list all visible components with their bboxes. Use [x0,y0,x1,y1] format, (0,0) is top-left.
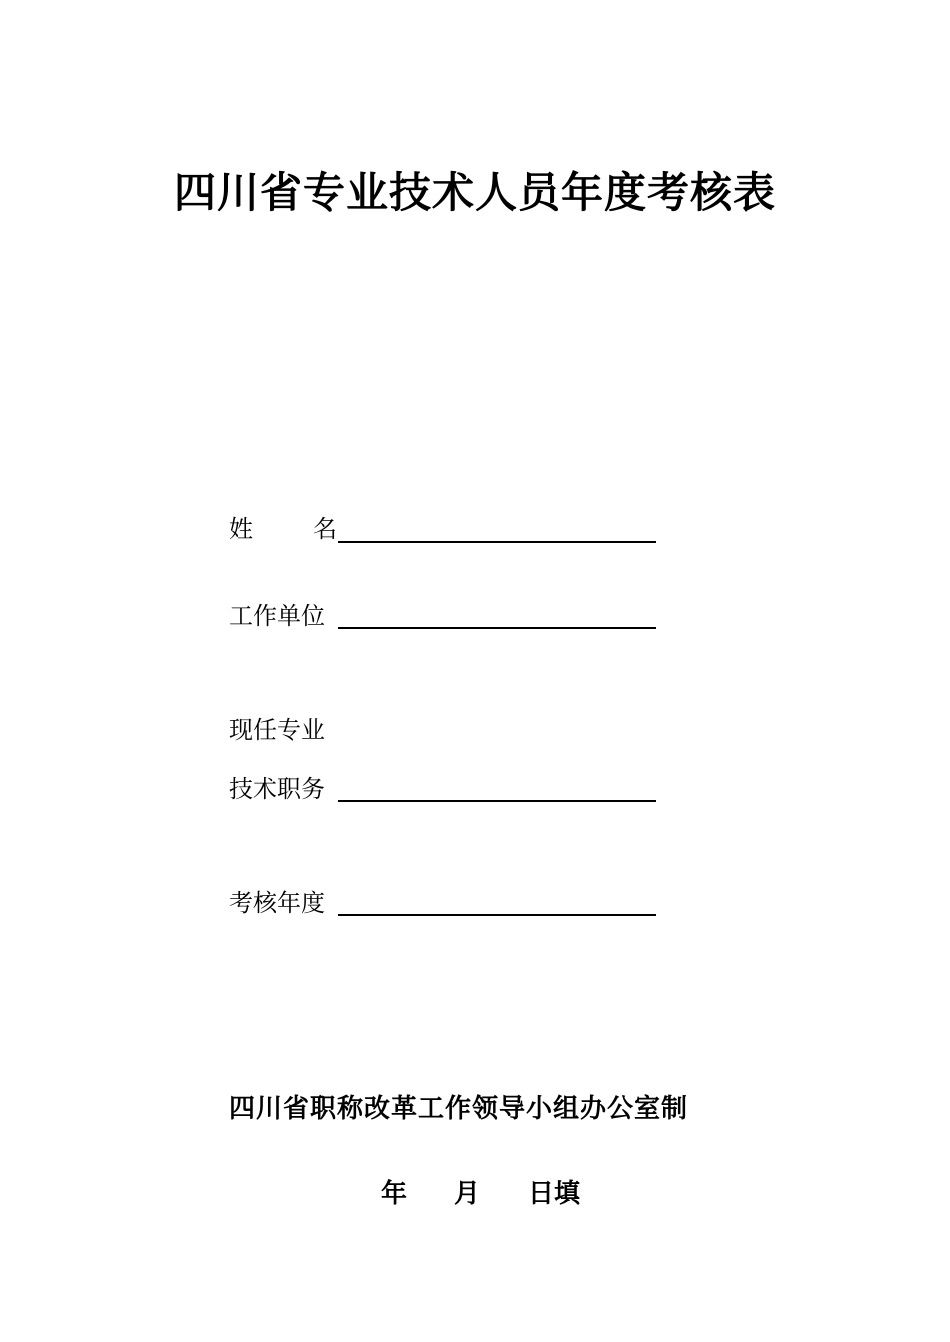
work-unit-label: 工作单位 [229,602,325,630]
assessment-year-field[interactable] [338,914,656,916]
current-title-label-line2: 技术职务 [229,775,325,803]
name-label-char-1: 姓 [229,515,253,543]
date-year-label: 年 [381,1179,408,1209]
name-label-char-2: 名 [313,515,337,543]
current-title-label-line1: 现任专业 [229,716,325,744]
date-day-label: 日填 [528,1179,581,1209]
assessment-year-label: 考核年度 [229,889,325,917]
current-title-field[interactable] [338,800,656,802]
name-field[interactable] [338,541,656,543]
work-unit-field[interactable] [338,627,656,629]
date-month-label: 月 [454,1179,481,1209]
document-title: 四川省专业技术人员年度考核表 [173,168,776,217]
name-label [229,514,337,544]
issuing-organization: 四川省职称改革工作领导小组办公室制 [229,1094,689,1124]
